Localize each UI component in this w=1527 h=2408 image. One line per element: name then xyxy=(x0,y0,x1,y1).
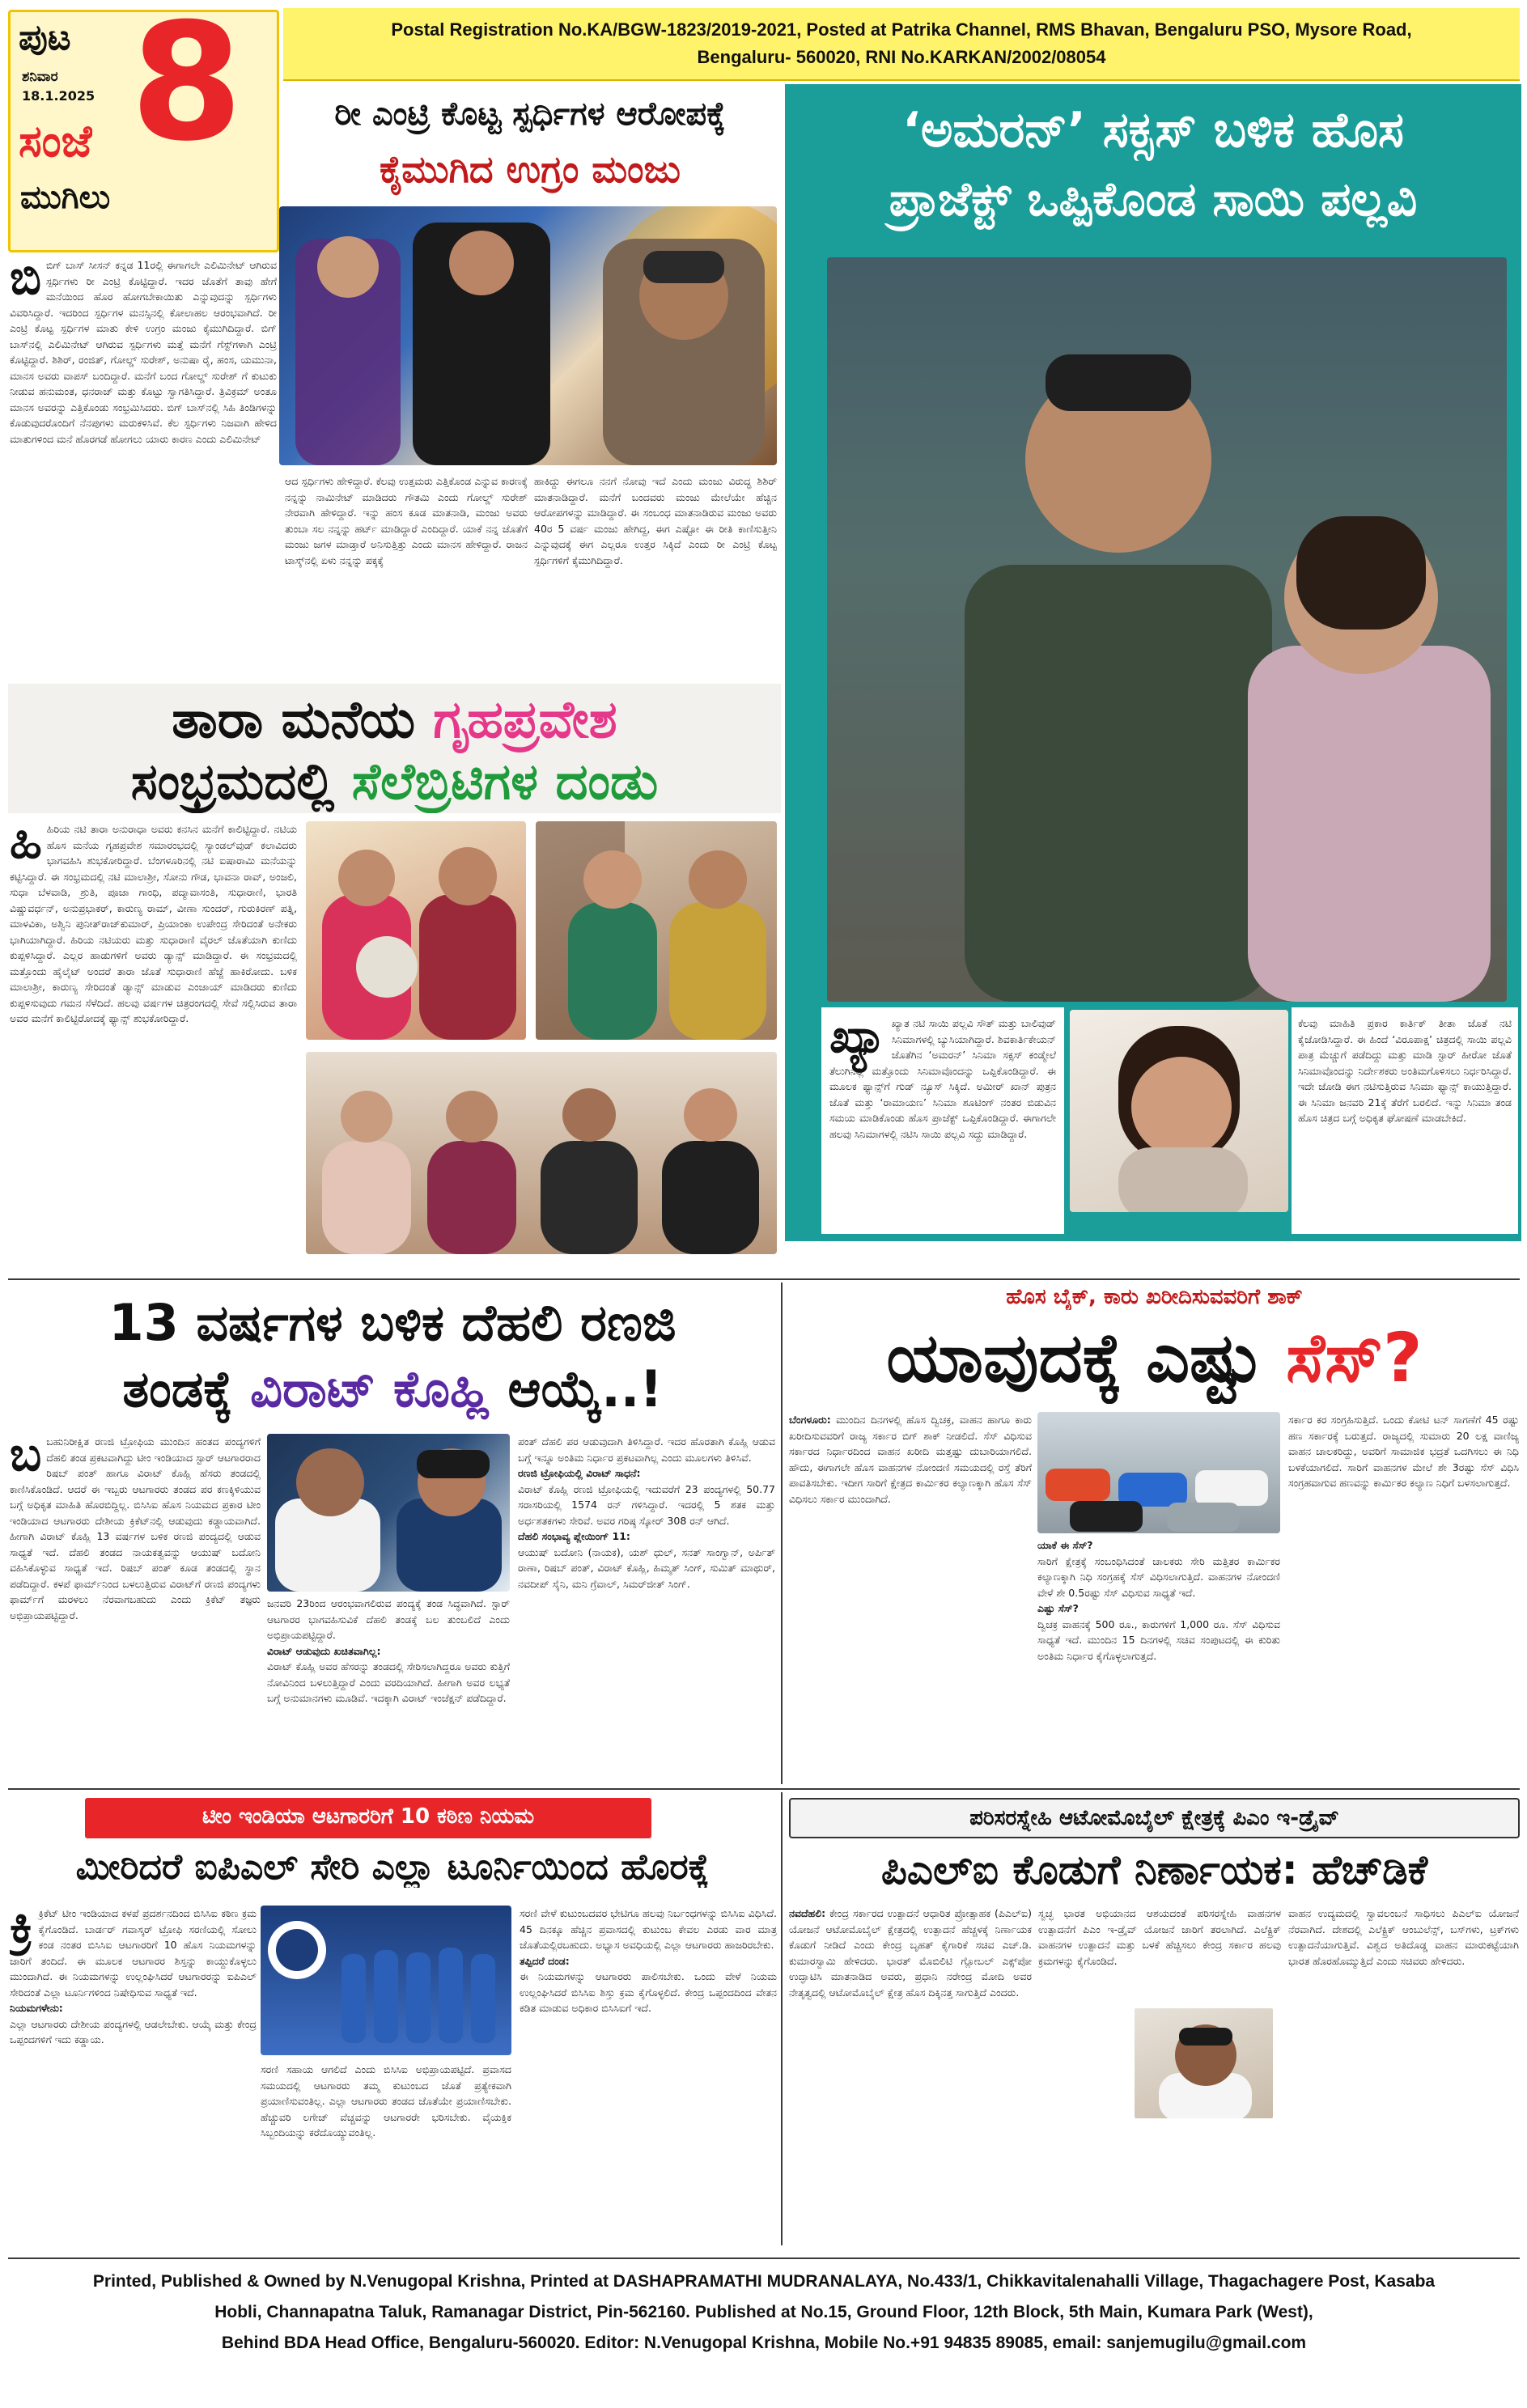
cess-text-col-1 xyxy=(789,1412,1032,1507)
footer-line-2: Hobli, Channapatna Taluk, Ramanagar District, Pin-562160. Published at No.15, Ground Floor, 12th Block, 5th Main, Kumara Park (West), xyxy=(214,2303,1313,2321)
tara-text-body: ಹಿರಿಯ ನಟಿ ತಾರಾ ಅನುರಾಧಾ ಅವರು ಕನಸಿನ ಮನೆಗೆ ಕಾಲಿಟ್ಟಿದ್ದಾರೆ. ನಟಿಯ ಹೊಸ ಮನೆಯ ಗೃಹಪ್ರವೇಶ ಸಮಾರಂಭದಲ್ಲಿ ಸ್ಯಾಂಡಲ್‌ವುಡ್ ಕಲಾವಿದರು ಭಾಗವಹಿಸಿ ಶುಭಕೋರಿದ್ದಾರೆ. ಬೆಂಗಳೂರಿನಲ್ಲಿ ನಟಿ ಐಷಾರಾಮಿ ಮನೆಯನ್ನು ಕಟ್ಟಿಸಿದ್ದಾರೆ. ಈ ಸಂಭ್ರಮದಲ್ಲಿ ನಟಿ ಮಾಲಾಶ್ರೀ, ಸೋನು ಗೌಡ, ಭಾವನಾ ರಾವ್, ಅಂಜಲಿ, ಸುಧಾ ಬೆಳವಾಡಿ, ಶ್ರುತಿ, ಪೂಜಾ ಗಾಂಧಿ, ಪದ್ಮಾವಾಸಂತಿ, ಸುಧಾರಾಣಿ, ಭಾರತಿ ವಿಷ್ಣುವರ್ಧನ್, ಅನುಪ್ರಭಾಕರ್, ಕಾರುಣ್ಯ ರಾಮ್, ವೀಣಾ ಸುಂದರ್, ಗುರುಕಿರಣ್ ಪತ್ನಿ, ಮಾಳವಿಕಾ, ಅಶ್ವಿನಿ ಪುನೀತ್‌ರಾಜ್‌ಕುಮಾರ್, ಪ್ರಿಯಾಂಕಾ ಉಪೇಂದ್ರ ಸೇರಿದಂತೆ ಅನೇಕರು ಭಾಗಿಯಾಗಿದ್ದಾರೆ. ಹಿರಿಯ ನಟಿಯರು ಮತ್ತು ಸುಧಾರಾಣಿ ವೈರಲ್ ಜೊತೆಯಾಗಿ ಕುಣಿದು ಕುಪ್ಪಳಿಸಿದ್ದಾರೆ. ಎಲ್ಲರ ಹಾಡುಗಳಿಗೆ ಅವರು ಡ್ಯಾನ್ಸ್ ಮಾಡಿದ್ದಾರೆ. ಈ ಸಂಭ್ರಮದಲ್ಲಿ ಮತ್ತೊಂದು ಹೈಲೈಟ್ ಅಂದರೆ ತಾರಾ ಜೊತೆ ಸುಧಾರಾಣಿ ಹೆಜ್ಜೆ ಹಾಕಿರೋದು. ಬಳಿಕ ಮಾಲಾಶ್ರೀ, ಕಾರುಣ್ಯ ಸೇರಿದಂತೆ ಡ್ಯಾನ್ಸ್ ಮಾಡುವ ಎಂಜಾಯ್ ಮಾಡಿದರು ಕುಣಿದು ಕುಪ್ಪಳಿಸುವುದು ಗಮನ ಸೆಳೆದಿದೆ. ಹಲವು ವರ್ಷಗಳ ಚಿತ್ರರಂಗದಲ್ಲಿ ಸೇವೆ ಸಲ್ಲಿಸಿರುವ ತಾರಾ ಅವರ ಮನೆಗೆ ಕಾಲಿಟ್ಟಿರೋದಕ್ಕೆ ಫ್ಯಾನ್ಸ್ ಶುಭಕೋರಿದ್ದಾರೆ. xyxy=(10,823,297,1024)
teamindia-column-3 xyxy=(520,1906,777,2245)
virat-text-col-3b: ವಿರಾಟ್ ಕೊಹ್ಲಿ ರಣಜಿ ಟ್ರೋಫಿಯಲ್ಲಿ ಇದುವರೆಗೆ 23 ಪಂದ್ಯಗಳಲ್ಲಿ 50.77 ಸರಾಸರಿಯಲ್ಲಿ 1574 ರನ್ ಗಳಿಸಿದ್ದಾರೆ. ಇದರಲ್ಲಿ 5 ಶತಕ ಮತ್ತು ಅರ್ಧಶತಕಗಳು ಸೇರಿವೆ. ಅವರ ಗರಿಷ್ಠ ಸ್ಕೋರ್ 308 ರನ್ ಆಗಿದೆ. xyxy=(518,1482,775,1527)
saipallavi-headline-box xyxy=(785,84,1521,238)
bigboss-photo-art xyxy=(279,206,777,465)
virat-text-col-1-body: ಬಹುನಿರೀಕ್ಷಿತ ರಣಜಿ ಟ್ರೋಫಿಯ ಮುಂದಿನ ಹಂತದ ಪಂದ್ಯಗಳಿಗೆ ದೆಹಲಿ ತಂಡ ಪ್ರಕಟವಾಗಿದ್ದು ಟೀಂ ಇಂಡಿಯಾದ ಸ್ಟಾರ್ ಆಟಗಾರರಾದ ರಿಷಬ್ ಪಂತ್ ಹಾಗೂ ವಿರಾಟ್ ಕೊಹ್ಲಿ ಹೆಸರು ತಂಡದಲ್ಲಿ ಕಾಣಿಸಿಕೊಂಡಿದೆ. ಆದರೆ ಈ ಇಬ್ಬರು ಆಟಗಾರರು ತಂಡದ ಪರ ಕಣಕ್ಕಿಳಿಯುವ ಬಗ್ಗೆ ಅಧಿಕೃತ ಮಾಹಿತಿ ಹೊರಬಿದ್ದಿಲ್ಲ. ಬಿಸಿಸಿಐ ಹೊಸ ನಿಯಮದ ಪ್ರಕಾರ ಟೀಂ ಇಂಡಿಯಾದ ಆಟಗಾರರು ದೇಶೀಯ ಕ್ರಿಕೆಟ್‌ನಲ್ಲಿ ಆಡುವುದು ಕಡ್ಡಾಯವಾಗಿದೆ. ಹೀಗಾಗಿ ವಿರಾಟ್ ಕೊಹ್ಲಿ 13 ವರ್ಷಗಳ ಬಳಿಕ ರಣಜಿ ಪಂದ್ಯದಲ್ಲಿ ಆಡುವ ಸಾಧ್ಯತೆ ಇದೆ. ದೆಹಲಿ ತಂಡದ ನಾಯಕತ್ವವನ್ನು ಆಯುಷ್ ಬದೋನಿ ವಹಿಸಿಕೊಳ್ಳುವ ಸಾಧ್ಯತೆ ಇದೆ. ರಿಷಬ್ ಪಂತ್ ಕೂಡ ತಂಡದಲ್ಲಿ ಸ್ಥಾನ ಪಡೆದಿದ್ದಾರೆ. ಕಳಪೆ ಫಾರ್ಮ್‌ನಿಂದ ಬಳಲುತ್ತಿರುವ ವಿರಾಟ್‌ಗೆ ರಣಜಿ ಪಂದ್ಯಗಳು ಫಾರ್ಮ್‌ಗೆ ಮರಳಲು ನೆರವಾಗಬಹುದು ಎಂದು ಕ್ರಿಕೆಟ್ ತಜ್ಞರು ಅಭಿಪ್ರಾಯಪಟ್ಟಿದ್ದಾರೆ. xyxy=(10,1435,261,1622)
pli-text-col-1 xyxy=(789,1906,1032,2000)
saipallavi-dropcap: ಖ್ಯಾ xyxy=(829,1008,887,1063)
tara-headline-1b: ಗೃಹಪ್ರವೇಶ xyxy=(433,690,617,750)
cess-subhead-2: ಎಷ್ಟು ಸೆಸ್? xyxy=(1037,1602,1079,1614)
tara-photo-3 xyxy=(306,1052,777,1254)
tara-text xyxy=(10,821,297,1027)
virat-headline-2a: ತಂಡಕ್ಕೆ xyxy=(122,1359,251,1418)
virat-subhead-3: ದೆಹಲಿ ಸಂಭಾವ್ಯ ಪ್ಲೇಯಿಂಗ್ 11: xyxy=(518,1530,630,1542)
virat-photo xyxy=(267,1434,510,1592)
teamindia-text-col-1 xyxy=(10,1906,257,2000)
bigboss-column-2 xyxy=(285,473,528,680)
saipallavi-text-box-1 xyxy=(821,1007,1064,1234)
puta-label: ಪುಟ xyxy=(19,17,71,58)
virat-subhead-2: ರಣಜಿ ಟ್ರೋಫಿಯಲ್ಲಿ ವಿರಾಟ್ ಸಾಧನೆ: xyxy=(518,1467,641,1479)
virat-headline-2b: ವಿರಾಟ್ ಕೊಹ್ಲಿ xyxy=(250,1359,490,1418)
page-number: 8 xyxy=(130,10,244,172)
virat-text-col-1 xyxy=(10,1434,261,1623)
pli-column-1 xyxy=(789,1906,1032,2245)
rule-lower-section xyxy=(781,1792,783,2245)
teamindia-text-col-2: ಸರಣಿ ಸಹಾಯ ಆಗಲಿದೆ ಎಂದು ಬಿಸಿಸಿಐ ಅಭಿಪ್ರಾಯಪಟ್ಟಿದೆ. ಪ್ರವಾಸದ ಸಮಯದಲ್ಲಿ ಆಟಗಾರರು ತಮ್ಮ ಕುಟುಂಬದ ಜೊತೆ ಪ್ರತ್ಯೇಕವಾಗಿ ಪ್ರಯಾಣಿಸುವಂತಿಲ್ಲ. ಎಲ್ಲಾ ಆಟಗಾರರು ತಂಡದ ಜೊತೆಯೇ ಪ್ರಯಾಣಿಸಬೇಕು. ಹೆಚ್ಚುವರಿ ಲಗೇಜ್ ವೆಚ್ಚವನ್ನು ಆಟಗಾರರೇ ಭರಿಸಬೇಕು. ವೈಯಕ್ತಿಕ ಸಿಬ್ಬಂದಿಯನ್ನು ಕರೆದೊಯ್ಯುವಂತಿಲ್ಲ. xyxy=(261,2063,511,2139)
teamindia-subhead-2: ತಪ್ಪಿದರೆ ದಂಡ: xyxy=(520,1954,570,1967)
virat-text-col-3a: ಪಂತ್ ದೆಹಲಿ ಪರ ಆಡುವುದಾಗಿ ತಿಳಿಸಿದ್ದಾರೆ. ಇದರ ಹೊರತಾಗಿ ಕೊಹ್ಲಿ ಆಡುವ ಬಗ್ಗೆ ಇನ್ನೂ ಅಂತಿಮ ನಿರ್ಧಾರ ಪ್ರಕಟವಾಗಿಲ್ಲ ಎಂದು ಮೂಲಗಳು ತಿಳಿಸಿವೆ. xyxy=(518,1435,775,1464)
pli-text-col-2: ಸ್ವಚ್ಛ ಭಾರತ ಅಭಿಯಾನದ ಆಶಯದಂತೆ ಪರಿಸರಸ್ನೇಹಿ ವಾಹನಗಳ ಉತ್ಪಾದನೆಗೆ ಪಿಎಂ ಇ-ಡ್ರೈವ್ ಯೋಜನೆ ಜಾರಿಗೆ ತರಲಾಗಿದೆ. ಎಲೆಕ್ಟ್ರಿಕ್ ವಾಹನಗಳ ಉತ್ಪಾದನೆ ಮತ್ತು ಬಳಕೆ ಹೆಚ್ಚಿಸಲು ಕೇಂದ್ರ ಸರ್ಕಾರ ಹಲವು ಕ್ರಮಗಳನ್ನು ಕೈಗೊಂಡಿದೆ. xyxy=(1038,1907,1281,1967)
virat-text-col-3c: ಆಯುಷ್ ಬದೋನಿ (ನಾಯಕ), ಯಶ್ ಧುಲ್, ಸನತ್ ಸಾಂಗ್ವಾನ್, ಅರ್ಪಿತ್ ರಾಣಾ, ರಿಷಬ್ ಪಂತ್, ವಿರಾಟ್ ಕೊಹ್ಲಿ, ಹಿಮ್ಮತ್ ಸಿಂಗ್, ಸುಮಿತ್ ಮಾಥುರ್, ನವದೀಪ್ ಸೈನಿ, ಮನಿ ಗ್ರೆವಾಲ್, ಸಿಮರ್‌ಜೀತ್ ಸಿಂಗ್. xyxy=(518,1545,775,1590)
tara-photo-2 xyxy=(536,821,777,1040)
cess-cars-photo xyxy=(1037,1412,1280,1533)
saipallavi-inset-photo-art xyxy=(1070,1010,1288,1212)
virat-headline-line-2 xyxy=(8,1359,777,1419)
bigboss-dropcap: ಬಿ xyxy=(10,257,41,305)
virat-photo-art xyxy=(267,1434,510,1592)
footer xyxy=(8,2266,1520,2403)
bigboss-headline-line-2: ಕೈಮುಗಿದ ಉಗ್ರಂ ಮಂಜು xyxy=(379,147,681,191)
rule-mid-section xyxy=(781,1282,783,1784)
virat-column-2 xyxy=(267,1596,510,1774)
masthead-box xyxy=(8,10,279,252)
rule-lower xyxy=(8,1788,1520,1790)
teamindia-kicker xyxy=(85,1798,651,1838)
teamindia-headline: ಮೀರಿದರೆ ಐಪಿಎಲ್ ಸೇರಿ ಎಲ್ಲಾ ಟೂರ್ನಿಯಿಂದ ಹೊರಕ್ಕೆ xyxy=(75,1846,710,1888)
bigboss-text-col-1 xyxy=(10,257,277,447)
teamindia-photo-art xyxy=(261,1906,511,2055)
cess-text-col-1-body: ಮುಂದಿನ ದಿನಗಳಲ್ಲಿ ಹೊಸ ದ್ವಿಚಕ್ರ, ವಾಹನ ಹಾಗೂ ಕಾರು ಖರೀದಿಸುವವರಿಗೆ ರಾಜ್ಯ ಸರ್ಕಾರ ಬಿಗ್ ಶಾಕ್ ನೀಡಲಿದೆ. ಸೆಸ್ ವಿಧಿಸುವ ಸರ್ಕಾರದ ನಿರ್ಧಾರದಿಂದ ವಾಹನ ಖರೀದಿ ಮತ್ತಷ್ಟು ದುಬಾರಿಯಾಗಲಿದೆ. ಹೌದು, ಈಗಾಗಲೇ ಹೊಸ ವಾಹನಗಳ ನೋಂದಣಿ ಸಮಯದಲ್ಲಿ ರಸ್ತೆ ತೆರಿಗೆ ಪಾವತಿಸಬೇಕು. ಇದೀಗ ಸಾರಿಗೆ ಕ್ಷೇತ್ರದ ಕಾರ್ಮಿಕರ ಕಲ್ಯಾಣಕ್ಕಾಗಿ ಹೊಸ ಸೆಸ್ ವಿಧಿಸಲು ಸರ್ಕಾರ ಮುಂದಾಗಿದೆ. xyxy=(789,1414,1032,1505)
weekday: ಶನಿವಾರ xyxy=(22,69,58,85)
teamindia-kicker-text: ಟೀಂ ಇಂಡಿಯಾ ಆಟಗಾರರಿಗೆ 10 ಕಠಿಣ ನಿಯಮ xyxy=(201,1804,535,1829)
tara-photo-1-art xyxy=(306,821,526,1040)
cess-cars-photo-art xyxy=(1037,1412,1280,1533)
pli-kicker xyxy=(789,1798,1520,1838)
bigboss-photo xyxy=(279,206,777,465)
pli-text-col-3: ವಾಹನ ಉದ್ಯಮದಲ್ಲಿ ಸ್ವಾವಲಂಬನೆ ಸಾಧಿಸಲು ಪಿಎಲ್‌ಐ ಯೋಜನೆ ನೆರವಾಗಿದೆ. ದೇಶದಲ್ಲಿ ಎಲೆಕ್ಟ್ರಿಕ್ ಆಂಬುಲೆನ್ಸ್, ಬಸ್‌ಗಳು, ಟ್ರಕ್‌ಗಳು ಉತ್ಪಾದನೆಯಾಗುತ್ತಿವೆ. ವಿಶ್ವದ ಅತಿದೊಡ್ಡ ವಾಹನ ಮಾರುಕಟ್ಟೆಯಾಗಿ ಭಾರತ ಹೊರಹೊಮ್ಮುತ್ತಿದೆ ಎಂದು ಸಚಿವರು ಹೇಳಿದರು. xyxy=(1288,1907,1519,1967)
pli-text-col-1-body: ಕೇಂದ್ರ ಸರ್ಕಾರದ ಉತ್ಪಾದನೆ ಆಧಾರಿತ ಪ್ರೋತ್ಸಾಹಕ (ಪಿಎಲ್‌ಐ) ಯೋಜನೆ ಆಟೋಮೊಬೈಲ್ ಕ್ಷೇತ್ರದಲ್ಲಿ ಉತ್ಪಾದನೆ ಹೆಚ್ಚಳಕ್ಕೆ ನಿರ್ಣಾಯಕ ಕೊಡುಗೆ ನೀಡಿದೆ ಎಂದು ಕೇಂದ್ರ ಬೃಹತ್ ಕೈಗಾರಿಕೆ ಸಚಿವ ಎಚ್.ಡಿ. ಕುಮಾರಸ್ವಾಮಿ ಹೇಳಿದರು. ಭಾರತ್ ಮೊಬಿಲಿಟಿ ಗ್ಲೋಬಲ್ ಎಕ್ಸ್‌ಪೋ ಉದ್ಘಾಟಿಸಿ ಮಾತನಾಡಿದ ಅವರು, ಪ್ರಧಾನಿ ನರೇಂದ್ರ ಮೋದಿ ಅವರ ನೇತೃತ್ವದಲ್ಲಿ ಆಟೋಮೊಬೈಲ್ ಕ್ಷೇತ್ರ ಹೊಸ ದಿಕ್ಕಿನತ್ತ ಸಾಗುತ್ತಿದೆ ಎಂದರು. xyxy=(789,1907,1032,1999)
virat-subhead-1: ವಿರಾಟ್ ಆಡುವುದು ಖಚಿತವಾಗಿಲ್ಲ: xyxy=(267,1644,381,1657)
bigboss-column-3 xyxy=(534,473,777,680)
cess-headline xyxy=(789,1315,1520,1404)
bigboss-headline-line-1: ರೀ ಎಂಟ್ರಿ ಕೊಟ್ಟ ಸ್ಪರ್ಧಿಗಳ ಆರೋಪಕ್ಕೆ xyxy=(334,95,726,133)
cess-column-3 xyxy=(1288,1412,1519,1780)
saipallavi-main-photo-art xyxy=(827,257,1507,1002)
cess-column-2 xyxy=(1037,1537,1280,1780)
pli-column-3 xyxy=(1288,1906,1519,2245)
pli-minister-photo xyxy=(1133,2007,1275,2120)
virat-headline xyxy=(8,1287,777,1428)
saipallavi-text-col-1-body: ಖ್ಯಾತ ನಟಿ ಸಾಯಿ ಪಲ್ಲವಿ ಸೌತ್ ಮತ್ತು ಬಾಲಿವುಡ್ ಸಿನಿಮಾಗಳಲ್ಲಿ ಬ್ಯುಸಿಯಾಗಿದ್ದಾರೆ. ಶಿವಕಾರ್ತಿಕೇಯನ್ ಜೊತೆಗಿನ ‘ಅಮರನ್’ ಸಿನಿಮಾ ಸಕ್ಸಸ್ ಕಂಡ್ಮೇಲೆ ತೆಲುಗಿನಲ್ಲಿ ಮತ್ತೊಂದು ಸಿನಿಮಾವೊಂದನ್ನು ಒಪ್ಪಿಕೊಂಡಿದ್ದಾರೆ. ಈ ಮೂಲಕ ಫ್ಯಾನ್ಸ್‌ಗೆ ಗುಡ್ ನ್ಯೂಸ್ ಸಿಕ್ಕಿದೆ. ಅಮೀರ್ ಖಾನ್ ಪುತ್ರನ ಜೊತೆ ಮತ್ತು ‘ರಾಮಾಯಣ’ ಸಿನಿಮಾ ಶೂಟಿಂಗ್ ನಂತರ ಬಿಡುವಿನ ಸಮಯ ಮಾಡಿಕೊಂಡು ಹೊಸ ಪ್ರಾಜೆಕ್ಟ್ ಒಪ್ಪಿಕೊಂಡಿದ್ದಾರೆ. ಈಗಾಗಲೇ ಹಲವು ಸಿನಿಮಾಗಳಲ್ಲಿ ನಟಿಸಿ ಸಾಯಿ ಪಲ್ಲವಿ ಸದ್ದು ಮಾಡಿದ್ದಾರೆ. xyxy=(829,1017,1056,1140)
tara-headline xyxy=(8,684,781,813)
tara-column-1 xyxy=(10,821,297,1262)
postal-line-2: Bengaluru- 560020, RNI No.KARKAN/2002/08054 xyxy=(697,47,1106,67)
tara-headline-line-2 xyxy=(8,752,781,812)
cess-text-col-3: ಸರ್ಕಾರ ಕರ ಸಂಗ್ರಹಿಸುತ್ತಿದೆ. ಒಂದು ಕೋಟಿ ಟನ್ ಸಾಗಣೆಗೆ 45 ರಷ್ಟು ಹಣ ಸರ್ಕಾರಕ್ಕೆ ಬರುತ್ತದೆ. ರಾಜ್ಯದಲ್ಲಿ ಸುಮಾರು 20 ಲಕ್ಷ ವಾಣಿಜ್ಯ ವಾಹನ ಚಾಲಕರಿದ್ದು, ಅವರಿಗೆ ಸಾಮಾಜಿಕ ಭದ್ರತೆ ಒದಗಿಸಲು ಈ ನಿಧಿ ಬಳಕೆಯಾಗಲಿದೆ. ಸಾರಿಗೆ ವಾಹನಗಳ ಮೇಲೆ ಶೇ 3ರಷ್ಟು ಸೆಸ್ ವಿಧಿಸಿ ಸಂಗ್ರಹವಾಗುವ ಹಣವನ್ನು ಕಾರ್ಮಿಕರ ಕಲ್ಯಾಣ ನಿಧಿಗೆ ಬಳಸಲಾಗುತ್ತದೆ. xyxy=(1288,1414,1519,1489)
rule-top-mid xyxy=(8,1278,1520,1280)
teamindia-text-col-1b: ಎಲ್ಲಾ ಆಟಗಾರರು ದೇಶೀಯ ಪಂದ್ಯಗಳಲ್ಲಿ ಆಡಲೇಬೇಕು. ಆಯ್ಕೆ ಮತ್ತು ಕೇಂದ್ರ ಒಪ್ಪಂದಗಳಿಗೆ ಇದು ಕಡ್ಡಾಯ. xyxy=(10,2017,257,2046)
teamindia-column-2 xyxy=(261,2062,511,2244)
saipallavi-text-col-1 xyxy=(829,1008,1056,1142)
virat-column-1 xyxy=(10,1434,261,1774)
pli-headline: ಪಿಎಲ್‌ಐ ಕೊಡುಗೆ ನಿರ್ಣಾಯಕ: ಹೆಚ್‌ಡಿಕೆ xyxy=(880,1846,1428,1893)
teamindia-column-1 xyxy=(10,1906,257,2245)
cess-headline-a: ಯಾವುದಕ್ಕೆ ಎಷ್ಟು xyxy=(886,1318,1287,1397)
virat-dropcap: ಬ xyxy=(10,1434,42,1482)
footer-line-1: Printed, Published & Owned by N.Venugopal Krishna, Printed at DASHAPRAMATHI MUDRANALAYA, No.433/1, Chikkavitalenahalli Village, Thagachagere Post, Kasaba xyxy=(92,2272,1436,2291)
teamindia-text-col-3b: ಈ ನಿಯಮಗಳನ್ನು ಆಟಗಾರರು ಪಾಲಿಸಬೇಕು. ಒಂದು ವೇಳೆ ನಿಯಮ ಉಲ್ಲಂಘಿಸಿದರೆ ಬಿಸಿಸಿಐ ಶಿಸ್ತು ಕ್ರಮ ಕೈಗೊಳ್ಳಲಿದೆ. ಕೇಂದ್ರ ಒಪ್ಪಂದದಿಂದ ವೇತನ ಕಡಿತ ಮಾಡುವ ಅಧಿಕಾರ ಬಿಸಿಸಿಐಗೆ ಇದೆ. xyxy=(520,1970,777,2014)
cess-text-col-2b: ದ್ವಿಚಕ್ರ ವಾಹನಕ್ಕೆ 500 ರೂ., ಕಾರುಗಳಿಗೆ 1,000 ರೂ. ಸೆಸ್ ವಿಧಿಸುವ ಸಾಧ್ಯತೆ ಇದೆ. ಮುಂದಿನ 15 ದಿನಗಳಲ್ಲಿ ಸಚಿವ ಸಂಪುಟದಲ್ಲಿ ಈ ಕುರಿತು ಅಂತಿಮ ನಿರ್ಧಾರ ಕೈಗೊಳ್ಳಲಾಗುತ್ತದೆ. xyxy=(1037,1617,1280,1662)
pli-minister-photo-art xyxy=(1135,2008,1275,2120)
saipallavi-text-col-2: ಕೆಲವು ಮಾಹಿತಿ ಪ್ರಕಾರ ಕಾರ್ತಿಕ್ ತೀತಾ ಜೊತೆ ನಟಿ ಕೈಜೋಡಿಸಿದ್ದಾರೆ. ಈ ಹಿಂದೆ ‘ವಿರೂಪಾಕ್ಷ’ ಚಿತ್ರದಲ್ಲಿ ಸಾಯಿ ಪಲ್ಲವಿ ಪಾತ್ರ ಮೆಚ್ಚುಗೆ ಪಡೆದಿದ್ದು ಮತ್ತು ಮಾಡಿ ಸ್ಟಾರ್ ಹೀರೋ ಜೊತೆ ಸಿನಿಮಾವೊಂದನ್ನು ನಿರ್ದೇಶಕರು ಅಂತಿಮಗೊಳಿಸಲು ನಿರ್ಧರಿಸಿದ್ದಾರೆ. ಇದೇ ಜೋಡಿ ಈಗ ನಟಿಸುತ್ತಿರುವ ಸಿನಿಮಾ ಫ್ಯಾನ್ಸ್ ಕಾಯುತ್ತಿದ್ದಾರೆ. ಈ ಸಿನಿಮಾ ಜನವರಿ 21ಕ್ಕೆ ತೆರೆಗೆ ಬರಲಿದೆ. ಇನ್ನು ಸಿನಿಮಾ ತಂಡ ಹೊಸ ಚಿತ್ರದ ಬಗ್ಗೆ ಅಧಿಕೃತ ಘೋಷಣೆ ಮಾಡಬೇಕಿದೆ. xyxy=(1298,1017,1512,1124)
virat-text-col-2a: ಜನವರಿ 23ರಿಂದ ಆರಂಭವಾಗಲಿರುವ ಪಂದ್ಯಕ್ಕೆ ತಂಡ ಸಿದ್ಧವಾಗಿದೆ. ಸ್ಟಾರ್ ಆಟಗಾರರ ಭಾಗವಹಿಸುವಿಕೆ ದೆಹಲಿ ತಂಡಕ್ಕೆ ಬಲ ತುಂಬಲಿದೆ ಎಂದು ಅಭಿಪ್ರಾಯಪಟ್ಟಿದ್ದಾರೆ. xyxy=(267,1597,510,1641)
tara-headline-line-1 xyxy=(8,690,781,750)
tara-photo-2-art xyxy=(536,821,777,1040)
bigboss-headline xyxy=(283,84,777,206)
footer-rule xyxy=(8,2258,1520,2259)
cess-kicker: ಹೊಸ ಬೈಕ್, ಕಾರು ಖರೀದಿಸುವವರಿಗೆ ಶಾಕ್ xyxy=(1006,1285,1303,1309)
saipallavi-main-photo xyxy=(827,257,1507,1002)
bigboss-text-col-3: ಹಾಕಿದ್ದು ಈಗಲೂ ನನಗೆ ನೋವು ಇದೆ ಎಂದು ಮಂಜು ವಿರುದ್ಧ ಶಿಶಿರ್ ಮಾತನಾಡಿದ್ದಾರೆ. ಮನೆಗೆ ಬಂದವರು ಮಂಜು ಮೇಲೆಯೇ ಹೆಚ್ಚಿನ ಆರೋಪಗಳನ್ನು ಮಾಡಿದ್ದಾರೆ. ಈ ಸಂಬಂಧ ಮಾತನಾಡಿರುವ ಮಂಜು ಅವರು 40ರ 5 ವರ್ಷ ಮಂಜು ಹೇಗಿದ್ದ, ಈಗ ಎಷ್ಟೋ ಈ ರೀತಿ ಕಾಣಿಸುತ್ತೀನಿ ಎನ್ನುವುದಕ್ಕೆ ಈಗ ಎಲ್ಲರೂ ಉತ್ತರ ಸಿಕ್ಕಿದೆ ಎಂದು ರೀ ಎಂಟ್ರಿ ಕೊಟ್ಟ ಸ್ಪರ್ಧಿಗಳಿಗೆ ಕೈಮುಗಿದಿದ್ದಾರೆ. xyxy=(534,475,777,566)
saipallavi-headline-line-1: ‘ಅಮರನ್’ ಸಕ್ಸಸ್ ಬಳಿಕ ಹೊಸ xyxy=(902,102,1404,159)
cess-headline-text xyxy=(789,1318,1520,1398)
footer-line-3: Behind BDA Head Office, Bengaluru-560020. Editor: N.Venugopal Krishna, Mobile No.+91 94835 89085, email: sanjemugilu@gmail.com xyxy=(221,2334,1307,2352)
tara-headline-1a: ತಾರಾ ಮನೆಯ xyxy=(172,690,434,750)
cess-dateline: ಬೆಂಗಳೂರು: xyxy=(789,1414,831,1426)
tara-dropcap: ಹಿ xyxy=(10,821,42,869)
teamindia-dropcap: ಕ್ರಿ xyxy=(10,1906,34,1953)
bigboss-text-col-1-body: ಬಿಗ್ ಬಾಸ್ ಸೀಸನ್ ಕನ್ನಡ 11ರಲ್ಲಿ ಈಗಾಗಲೇ ಎಲಿಮಿನೇಟ್ ಆಗಿರುವ ಸ್ಪರ್ಧಿಗಳು ರೀ ಎಂಟ್ರಿ ಕೊಟ್ಟಿದ್ದಾರೆ. ಇದರ ಜೊತೆಗೆ ತಾವು ಹೇಗೆ ಮನೆಯಿಂದ ಹೊರ ಹೋಗಬೇಕಾಯಿತು ಎನ್ನುವುದನ್ನು ಸ್ಪರ್ಧಿಗಳು ವಿವರಿಸಿದ್ದಾರೆ. ಇದರಿಂದ ಸ್ಪರ್ಧಿಗಳ ಮನಸ್ಸಿನಲ್ಲಿ ಕೋಲಾಹಲ ಆರಂಭವಾಗಿದೆ. ರೀ ಎಂಟ್ರಿ ಕೊಟ್ಟ ಸ್ಪರ್ಧಿಗಳ ಮಾತು ಕೇಳಿ ಉಗ್ರಂ ಮಂಜು ಕೈಮುಗಿದಿದ್ದಾರೆ. ಬಿಗ್ ಬಾಸ್‌ನಲ್ಲಿ ಎಲಿಮಿನೇಟ್ ಆಗಿರುವ ಸ್ಪರ್ಧಿಗಳು ಮತ್ತೆ ಮನೆಗೆ ಗೆಸ್ಟ್‌ಗಳಾಗಿ ಎಂಟ್ರಿ ಕೊಟ್ಟಿದ್ದಾರೆ. ಶಿಶಿರ್, ರಂಜಿತ್, ಗೋಲ್ಡ್ ಸುರೇಶ್, ಅನುಷಾ ರೈ, ಹಂಸ, ಯಮುನಾ, ಮಾನಸ ಅವರು ವಾಪಸ್ ಬಂದಿದ್ದಾರೆ. ಮನೆಗೆ ಬಂದ ಗೋಲ್ಡ್ ಸುರೇಶ್ ಗೆ ಕುಟುಕು ನೀಡುವ ಹನುಮಂತ, ಧನರಾಜ್ ಮತ್ತು ಕೊಟ್ಟು ಸ್ವಾಗತಿಸಿದ್ದಾರೆ. ತ್ರಿವಿಕ್ರಮ್ ಅಂತೂ ಮಾನಸ ಅವರನ್ನು ಎತ್ತಿಕೊಂಡು ಸಂಭ್ರಮಿಸಿದರು. ಬಿಗ್ ಬಾಸ್‌ನಲ್ಲಿ ಸಿಹಿ ತಿಂಡಿಗಳನ್ನು ಕೊಡುವುದರೊಂದಿಗೆ ನೆನಪುಗಳು ಮರುಕಳಿಸಿವೆ. ಕೆಲ ಸ್ಪರ್ಧಿಗಳು ನಿಜವಾಗಿ ಹೇಳಿದ ಮಾತುಗಳಿಂದ ಮನೆ ಹೊರಗಡೆ ಹೋಗಲು ಯಾರು ಕಾರಣ ಎಂದು ಎಲಿಮಿನೇಟ್ xyxy=(10,259,277,445)
tara-headline-2a: ಸಂಭ್ರಮದಲ್ಲಿ xyxy=(130,752,352,811)
bigboss-column-1 xyxy=(10,257,277,678)
postal-banner xyxy=(283,8,1520,81)
cess-headline-b: ಸೆಸ್? xyxy=(1286,1318,1423,1397)
teamindia-text-col-3: ಸರಣಿ ವೇಳೆ ಕುಟುಂಬದವರ ಭೇಟಿಗೂ ಹಲವು ನಿರ್ಬಂಧಗಳನ್ನು ಬಿಸಿಸಿಐ ವಿಧಿಸಿದೆ. 45 ದಿನಕ್ಕೂ ಹೆಚ್ಚಿನ ಪ್ರವಾಸದಲ್ಲಿ ಕುಟುಂಬ ಕೇವಲ ಎರಡು ವಾರ ಮಾತ್ರ ಜೊತೆಯಲ್ಲಿರಬಹುದು. ಅಭ್ಯಾಸ ಅವಧಿಯಲ್ಲಿ ಎಲ್ಲಾ ಆಟಗಾರರು ಹಾಜರಿರಬೇಕು. xyxy=(520,1907,777,1951)
tara-photo-1 xyxy=(306,821,526,1040)
cess-subhead-1: ಯಾಕೆ ಈ ಸೆಸ್? xyxy=(1037,1539,1093,1551)
virat-column-3 xyxy=(518,1434,775,1774)
pli-dateline: ನವದೆಹಲಿ: xyxy=(789,1907,826,1919)
cess-text-col-2a: ಸಾರಿಗೆ ಕ್ಷೇತ್ರಕ್ಕೆ ಸಂಬಂಧಿಸಿದಂತೆ ಚಾಲಕರು ಸೇರಿ ಮತ್ತಿತರ ಕಾರ್ಮಿಕರ ಕಲ್ಯಾಣಕ್ಕಾಗಿ ನಿಧಿ ಸಂಗ್ರಹಕ್ಕೆ ಸೆಸ್ ವಿಧಿಸಲಾಗುತ್ತಿದೆ. ವಾಹನಗಳ ನೋಂದಣಿ ವೇಳೆ ಶೇ 0.5ರಷ್ಟು ಸೆಸ್ ವಿಧಿಸುವ ಸಾಧ್ಯತೆ ಇದೆ. xyxy=(1037,1554,1280,1599)
brand-line-1: ಸಂಜೆ xyxy=(19,116,93,167)
postal-line-1: Postal Registration No.KA/BGW-1823/2019-2021, Posted at Patrika Channel, RMS Bhavan, Bengaluru PSO, Mysore Road, xyxy=(391,19,1412,40)
virat-headline-2c: ಆಯ್ಕೆ..! xyxy=(490,1359,663,1418)
virat-headline-line-1: 13 ವರ್ಷಗಳ ಬಳಿಕ ದೆಹಲಿ ರಣಜಿ xyxy=(108,1293,677,1352)
teamindia-text-col-1-body: ಕ್ರಿಕೆಟ್ ಟೀಂ ಇಂಡಿಯಾದ ಕಳಪೆ ಪ್ರದರ್ಶನದಿಂದ ಬಿಸಿಸಿಐ ಕಠಿಣ ಕ್ರಮ ಕೈಗೊಂಡಿದೆ. ಬಾರ್ಡರ್ ಗವಾಸ್ಕರ್ ಟ್ರೋಫಿ ಸರಣಿಯಲ್ಲಿ ಸೋಲು ಕಂಡ ನಂತರ ಬಿಸಿಸಿಐ ಆಟಗಾರರಿಗೆ 10 ಹೊಸ ನಿಯಮಗಳನ್ನು ಜಾರಿಗೆ ತಂದಿದೆ. ಈ ಮೂಲಕ ಆಟಗಾರರ ಶಿಸ್ತನ್ನು ಕಾಯ್ದುಕೊಳ್ಳಲು ಮುಂದಾಗಿದೆ. ಈ ನಿಯಮಗಳನ್ನು ಉಲ್ಲಂಘಿಸಿದರೆ ಆಟಗಾರರನ್ನು ಐಪಿಎಲ್ ಸೇರಿದಂತೆ ಎಲ್ಲಾ ಟೂರ್ನಿಗಳಿಂದ ನಿಷೇಧಿಸುವ ಸಾಧ್ಯತೆ ಇದೆ. xyxy=(10,1907,257,1999)
saipallavi-text-box-2 xyxy=(1292,1007,1518,1234)
tara-photo-3-art xyxy=(306,1052,777,1254)
saipallavi-inset-photo xyxy=(1070,1010,1288,1212)
teamindia-subhead: ನಿಯಮಗಳೇನು: xyxy=(10,2002,63,2014)
tara-headline-2b: ಸೆಲೆಬ್ರಿಟಿಗಳ ದಂಡು xyxy=(351,752,659,811)
bigboss-text-col-2: ಆದ ಸ್ಪರ್ಧಿಗಳು ಹೇಳಿದ್ದಾರೆ. ಕೆಲವು ಉತ್ತಮರು ಎತ್ತಿಕೊಂಡ ಎನ್ನುವ ಕಾರಣಕ್ಕೆ ನನ್ನನ್ನು ನಾಮಿನೇಟ್ ಮಾಡಿದರು ಗೌತಮಿ ಎಂದು ಗೋಲ್ಡ್ ಸುರೇಶ್ ನೇರವಾಗಿ ಹೇಳಿದ್ದಾರೆ. ಇನ್ನು ಹಂಸ ಕೂಡ ಮಾತನಾಡಿ, ಮಂಜು ಅವರು ತುಂಬಾ ಸಲ ನನ್ನನ್ನು ಹರ್ಟ್ ಮಾಡಿದ್ದಾರೆ ಎಂದಿದ್ದಾರೆ. ಯಾಕೆ ನನ್ನ ಜೊತೆಗೆ ಮಂಜು ಜಗಳ ಮಾಡ್ತಾರೆ ಅನಿಸುತ್ತಿತ್ತು ಎಂದು ಮಾನಸ ಹೇಳಿದ್ದಾರೆ. ರಾಜನ ಟಾಸ್ಕ್‌ನಲ್ಲಿ ಏಳು ನನ್ನನ್ನು ಪಕ್ಕಕ್ಕೆ xyxy=(285,475,528,566)
pli-kicker-text: ಪರಿಸರಸ್ನೇಹಿ ಆಟೋಮೊಬೈಲ್ ಕ್ಷೇತ್ರಕ್ಕೆ ಪಿಎಂ ಇ-ಡ್ರೈವ್ xyxy=(969,1806,1339,1830)
issue-date: 18.1.2025 xyxy=(22,88,95,104)
virat-text-col-2b: ವಿರಾಟ್ ಕೊಹ್ಲಿ ಅವರ ಹೆಸರನ್ನು ತಂಡದಲ್ಲಿ ಸೇರಿಸಲಾಗಿದ್ದರೂ ಅವರು ಕುತ್ತಿಗೆ ನೋವಿನಿಂದ ಬಳಲುತ್ತಿದ್ದಾರೆ ಎಂದು ವರದಿಯಾಗಿದೆ. ಹೀಗಾಗಿ ಅವರ ಲಭ್ಯತೆ ಬಗ್ಗೆ ಅನುಮಾನಗಳು ಮೂಡಿವೆ. ಇದಕ್ಕಾಗಿ ವಿರಾಟ್ ಇಂಜೆಕ್ಷನ್ ಪಡೆದಿದ್ದಾರೆ. xyxy=(267,1660,510,1704)
teamindia-photo xyxy=(261,1906,511,2055)
saipallavi-headline-line-2: ಪ್ರಾಜೆಕ್ಟ್ ಒಪ್ಪಿಕೊಂಡ ಸಾಯಿ ಪಲ್ಲವಿ xyxy=(889,172,1418,227)
brand-line-2: ಮುಗಿಲು xyxy=(20,179,111,216)
cess-column-1 xyxy=(789,1412,1032,1574)
